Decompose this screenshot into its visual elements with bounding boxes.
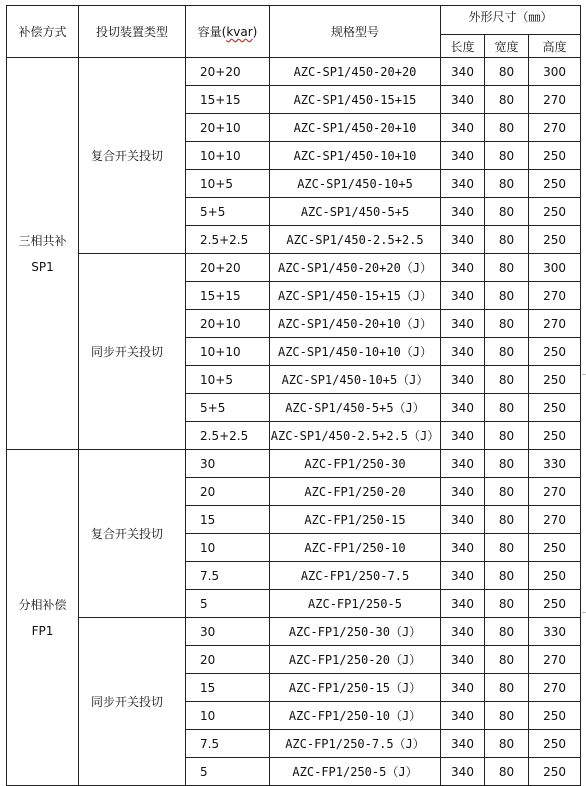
- length-cell: 340: [441, 226, 485, 254]
- model-cell: AZC-FP1/250-10: [270, 534, 441, 562]
- method-name: 三相共补: [18, 233, 67, 248]
- length-cell: 340: [441, 758, 485, 786]
- capacity-cell: 10: [186, 702, 270, 730]
- width-cell: 80: [485, 450, 529, 478]
- width-cell: 80: [485, 730, 529, 758]
- height-cell: 250: [529, 590, 581, 618]
- capacity-cell: 5: [186, 758, 270, 786]
- length-cell: 340: [441, 590, 485, 618]
- height-cell: 330: [529, 450, 581, 478]
- width-cell: 80: [485, 366, 529, 394]
- height-cell: 250: [529, 226, 581, 254]
- length-cell: 340: [441, 506, 485, 534]
- capacity-cell: 15: [186, 674, 270, 702]
- height-cell: 250: [529, 534, 581, 562]
- length-cell: 340: [441, 562, 485, 590]
- length-cell: 340: [441, 702, 485, 730]
- capacity-cell: 2.5+2.5: [186, 226, 270, 254]
- model-cell: AZC-FP1/250-5（J）: [270, 758, 441, 786]
- switch-type-cell: 复合开关投切: [79, 58, 186, 254]
- height-cell: 250: [529, 338, 581, 366]
- capacity-cell: 30: [186, 450, 270, 478]
- length-cell: 340: [441, 646, 485, 674]
- length-cell: 340: [441, 114, 485, 142]
- table-row: [7, 450, 581, 478]
- width-cell: 80: [485, 702, 529, 730]
- header-capacity: [186, 6, 270, 58]
- height-cell: 250: [529, 394, 581, 422]
- header-width: 宽度: [485, 35, 529, 58]
- capacity-cell: 10: [186, 534, 270, 562]
- model-cell: AZC-FP1/250-10（J）: [270, 702, 441, 730]
- length-cell: 340: [441, 198, 485, 226]
- capacity-cell: 10+5: [186, 366, 270, 394]
- height-cell: 250: [529, 758, 581, 786]
- capacity-cell: 5: [186, 590, 270, 618]
- model-cell: AZC-SP1/450-20+20: [270, 58, 441, 86]
- length-cell: 340: [441, 142, 485, 170]
- width-cell: 80: [485, 646, 529, 674]
- width-cell: 80: [485, 58, 529, 86]
- header-height: 高度: [529, 35, 581, 58]
- model-cell: AZC-SP1/450-15+15（J）: [270, 282, 441, 310]
- width-cell: 80: [485, 282, 529, 310]
- width-cell: 80: [485, 198, 529, 226]
- width-cell: 80: [485, 758, 529, 786]
- method-name: 分相补偿: [18, 597, 67, 612]
- height-cell: 270: [529, 282, 581, 310]
- width-cell: 80: [485, 562, 529, 590]
- method-cell: [7, 450, 79, 786]
- height-cell: 270: [529, 646, 581, 674]
- width-cell: 80: [485, 422, 529, 450]
- model-cell: AZC-SP1/450-10+5: [270, 170, 441, 198]
- model-cell: AZC-SP1/450-10+5（J）: [270, 366, 441, 394]
- method-code: SP1: [31, 259, 54, 274]
- length-cell: 340: [441, 310, 485, 338]
- model-cell: AZC-SP1/450-5+5: [270, 198, 441, 226]
- height-cell: 270: [529, 674, 581, 702]
- table-body: [7, 58, 581, 786]
- length-cell: 340: [441, 674, 485, 702]
- length-cell: 340: [441, 254, 485, 282]
- length-cell: 340: [441, 86, 485, 114]
- header-capacity-suffix: ): [252, 25, 258, 39]
- length-cell: 340: [441, 58, 485, 86]
- capacity-cell: 20+10: [186, 114, 270, 142]
- capacity-cell: 20+20: [186, 254, 270, 282]
- length-cell: 340: [441, 478, 485, 506]
- model-cell: AZC-FP1/250-15（J）: [270, 674, 441, 702]
- length-cell: 340: [441, 618, 485, 646]
- switch-type-cell: 同步开关投切: [79, 254, 186, 450]
- height-cell: 270: [529, 114, 581, 142]
- width-cell: 80: [485, 394, 529, 422]
- model-cell: AZC-FP1/250-15: [270, 506, 441, 534]
- height-cell: 300: [529, 58, 581, 86]
- length-cell: 340: [441, 730, 485, 758]
- height-cell: 330: [529, 618, 581, 646]
- margin-mark: [582, 612, 586, 613]
- height-cell: 250: [529, 142, 581, 170]
- header-model: 规格型号: [270, 6, 441, 58]
- capacity-cell: 20: [186, 646, 270, 674]
- capacity-cell: 15+15: [186, 86, 270, 114]
- table-row: [7, 58, 581, 86]
- width-cell: 80: [485, 618, 529, 646]
- width-cell: 80: [485, 338, 529, 366]
- model-cell: AZC-SP1/450-15+15: [270, 86, 441, 114]
- model-cell: AZC-SP1/450-20+10（J）: [270, 310, 441, 338]
- model-cell: AZC-SP1/450-20+20（J）: [270, 254, 441, 282]
- length-cell: 340: [441, 170, 485, 198]
- width-cell: 80: [485, 170, 529, 198]
- spec-table: [6, 5, 581, 786]
- width-cell: 80: [485, 310, 529, 338]
- length-cell: 340: [441, 282, 485, 310]
- width-cell: 80: [485, 142, 529, 170]
- table-row: [7, 618, 581, 646]
- length-cell: 340: [441, 394, 485, 422]
- width-cell: 80: [485, 226, 529, 254]
- width-cell: 80: [485, 114, 529, 142]
- length-cell: 340: [441, 366, 485, 394]
- height-cell: 250: [529, 702, 581, 730]
- header-method: 补偿方式: [7, 6, 79, 58]
- height-cell: 270: [529, 86, 581, 114]
- capacity-cell: 10+10: [186, 142, 270, 170]
- capacity-cell: 7.5: [186, 562, 270, 590]
- model-cell: AZC-FP1/250-7.5（J）: [270, 730, 441, 758]
- capacity-cell: 10+10: [186, 338, 270, 366]
- model-cell: AZC-SP1/450-2.5+2.5（J）: [270, 422, 441, 450]
- height-cell: 250: [529, 422, 581, 450]
- model-cell: AZC-FP1/250-7.5: [270, 562, 441, 590]
- width-cell: 80: [485, 506, 529, 534]
- model-cell: AZC-SP1/450-2.5+2.5: [270, 226, 441, 254]
- height-cell: 270: [529, 310, 581, 338]
- model-cell: AZC-FP1/250-30: [270, 450, 441, 478]
- height-cell: 250: [529, 730, 581, 758]
- height-cell: 250: [529, 198, 581, 226]
- switch-type-cell: 同步开关投切: [79, 618, 186, 786]
- length-cell: 340: [441, 338, 485, 366]
- method-code: FP1: [31, 623, 54, 638]
- method-cell: [7, 58, 79, 450]
- table-header: [7, 6, 581, 58]
- header-switch-type: 投切装置类型: [79, 6, 186, 58]
- height-cell: 270: [529, 478, 581, 506]
- table-row: [7, 254, 581, 282]
- margin-mark: [582, 374, 586, 375]
- model-cell: AZC-FP1/250-20（J）: [270, 646, 441, 674]
- capacity-cell: 20: [186, 478, 270, 506]
- model-cell: AZC-SP1/450-10+10（J）: [270, 338, 441, 366]
- capacity-cell: 5+5: [186, 394, 270, 422]
- width-cell: 80: [485, 86, 529, 114]
- height-cell: 250: [529, 366, 581, 394]
- capacity-cell: 15+15: [186, 282, 270, 310]
- header-capacity-unit: kvar: [226, 25, 253, 39]
- header-capacity-prefix: 容量(: [197, 25, 227, 39]
- model-cell: AZC-FP1/250-5: [270, 590, 441, 618]
- header-length: 长度: [441, 35, 485, 58]
- switch-type-cell: 复合开关投切: [79, 450, 186, 618]
- capacity-cell: 2.5+2.5: [186, 422, 270, 450]
- capacity-cell: 5+5: [186, 198, 270, 226]
- capacity-cell: 20+10: [186, 310, 270, 338]
- width-cell: 80: [485, 478, 529, 506]
- model-cell: AZC-SP1/450-5+5（J）: [270, 394, 441, 422]
- capacity-cell: 30: [186, 618, 270, 646]
- height-cell: 250: [529, 562, 581, 590]
- height-cell: 270: [529, 506, 581, 534]
- width-cell: 80: [485, 534, 529, 562]
- height-cell: 250: [529, 170, 581, 198]
- model-cell: AZC-FP1/250-20: [270, 478, 441, 506]
- header-dimensions: 外形尺寸（㎜）: [441, 6, 581, 35]
- capacity-cell: 15: [186, 506, 270, 534]
- height-cell: 300: [529, 254, 581, 282]
- length-cell: 340: [441, 450, 485, 478]
- model-cell: AZC-SP1/450-10+10: [270, 142, 441, 170]
- length-cell: 340: [441, 534, 485, 562]
- length-cell: 340: [441, 422, 485, 450]
- model-cell: AZC-SP1/450-20+10: [270, 114, 441, 142]
- capacity-cell: 20+20: [186, 58, 270, 86]
- width-cell: 80: [485, 590, 529, 618]
- model-cell: AZC-FP1/250-30（J）: [270, 618, 441, 646]
- capacity-cell: 7.5: [186, 730, 270, 758]
- capacity-cell: 10+5: [186, 170, 270, 198]
- width-cell: 80: [485, 674, 529, 702]
- width-cell: 80: [485, 254, 529, 282]
